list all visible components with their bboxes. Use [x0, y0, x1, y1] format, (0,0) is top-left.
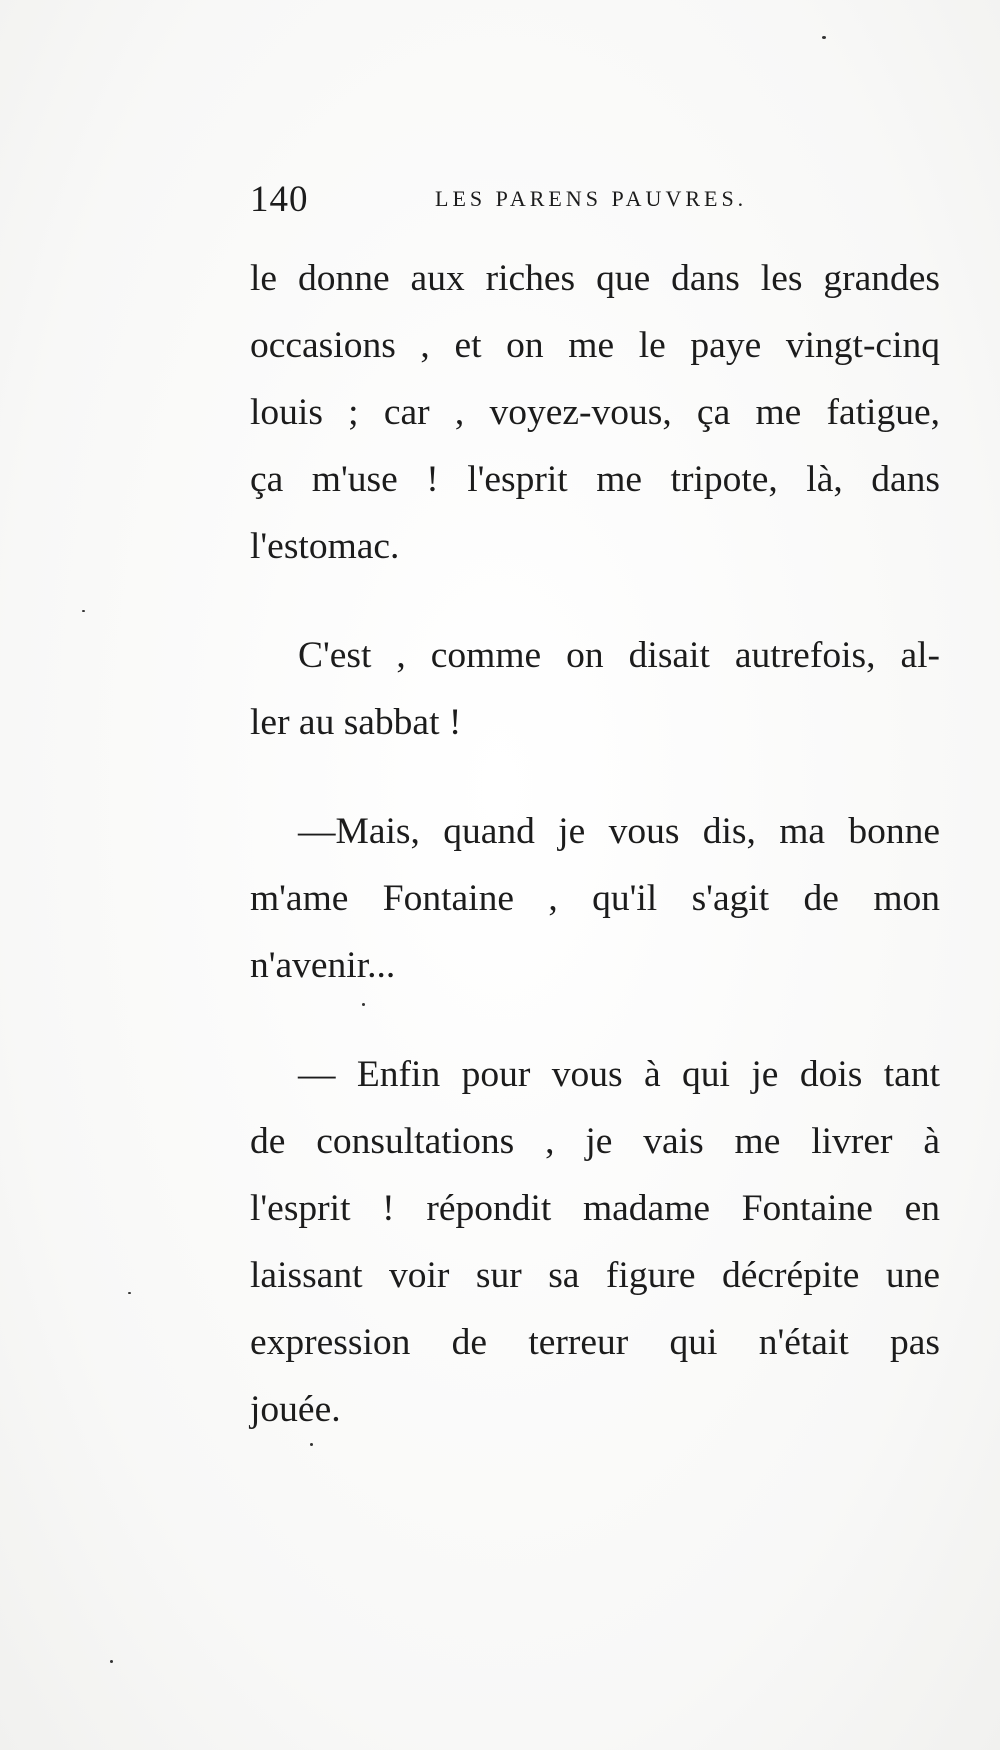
text-line: —Mais, quand je vous dis, ma bonne	[298, 811, 940, 852]
ink-speck	[310, 1443, 313, 1446]
body-text	[250, 245, 940, 1443]
text-line: jouée.	[250, 1389, 341, 1430]
running-title: LES PARENS PAUVRES.	[435, 186, 748, 211]
running-head	[250, 178, 780, 218]
paragraph	[250, 245, 940, 580]
text-line: n'avenir...	[250, 945, 396, 986]
text-line: ler au sabbat !	[250, 702, 462, 743]
ink-speck	[82, 610, 85, 612]
text-line: ça m'use ! l'esprit me tripote, là, dans	[250, 459, 940, 500]
text-line: de consultations , je vais me livrer à	[250, 1121, 940, 1162]
paragraph	[250, 1041, 940, 1443]
text-line: m'ame Fontaine , qu'il s'agit de mon	[250, 878, 940, 919]
text-line: laissant voir sur sa figure décrépite une	[250, 1255, 940, 1296]
paragraph	[250, 622, 940, 756]
text-line: l'estomac.	[250, 526, 400, 567]
ink-speck	[822, 36, 826, 39]
text-line: C'est , comme on disait autrefois, al-	[298, 635, 940, 676]
ink-speck	[128, 1292, 131, 1294]
text-line: l'esprit ! répondit madame Fontaine en	[250, 1188, 940, 1229]
text-line: occasions , et on me le paye vingt-cinq	[250, 325, 940, 366]
paragraph	[250, 798, 940, 999]
text-line: — Enfin pour vous à qui je dois tant	[298, 1054, 940, 1095]
page-number: 140	[250, 179, 309, 220]
text-line: expression de terreur qui n'était pas	[250, 1322, 940, 1363]
text-line: le donne aux riches que dans les grandes	[250, 258, 940, 299]
text-line: louis ; car , voyez-vous, ça me fatigue,	[250, 392, 940, 433]
ink-speck	[110, 1660, 113, 1663]
